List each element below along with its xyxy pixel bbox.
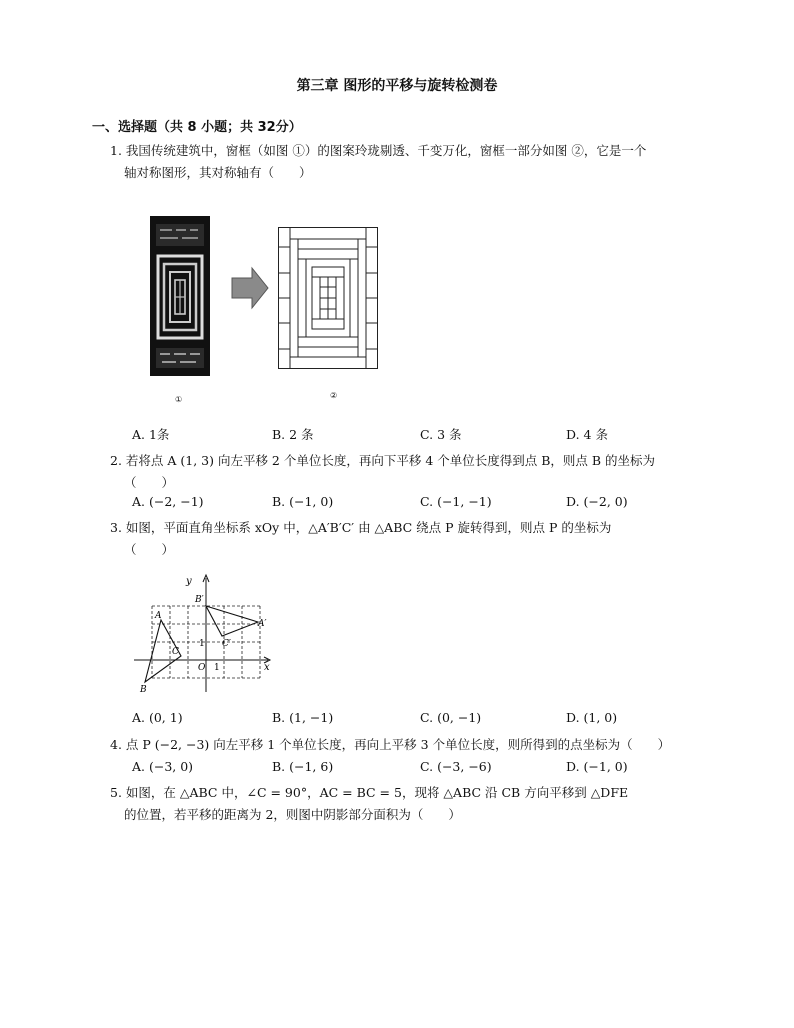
point-a-prime-label: A′ — [258, 619, 267, 629]
point-c-label: C — [172, 647, 179, 657]
figure-1-caption: ① — [175, 395, 183, 404]
point-a-label: A — [155, 611, 162, 621]
option-b[interactable]: B. (−1, 6) — [272, 759, 334, 774]
option-a[interactable]: A. (−2, −1) — [132, 494, 204, 509]
point-b-prime-label: B′ — [195, 595, 204, 605]
option-c[interactable]: C. (−3, −6) — [420, 759, 492, 774]
question-1-line-2: 轴对称图形，其对称轴有（ ） — [124, 165, 312, 180]
question-3-line-2: （ ） — [124, 542, 175, 557]
option-c[interactable]: C. (0, −1) — [420, 710, 482, 725]
option-a[interactable]: A. (−3, 0) — [132, 759, 194, 774]
point-c-prime-label: C′ — [222, 639, 231, 649]
page-title: 第三章 图形的平移与旋转检测卷 — [296, 78, 498, 94]
x-unit-label: 1 — [214, 663, 220, 673]
question-2 — [110, 450, 710, 494]
question-4 — [110, 734, 710, 756]
question-2-line-2: （ ） — [124, 475, 175, 490]
option-d[interactable]: D. (−2, 0) — [566, 494, 628, 509]
question-3 — [110, 517, 710, 561]
origin-label: O — [198, 663, 206, 673]
question-4-line-1: 4. 点 P (−2, −3) 向左平移 1 个单位长度，再向上平移 3 个单位长度，则所得到的点坐标为（ ） — [110, 737, 671, 752]
y-axis-label: y — [186, 576, 192, 587]
x-axis-label: x — [264, 662, 270, 673]
option-d[interactable]: D. (1, 0) — [566, 710, 618, 725]
coordinate-grid-figure — [130, 570, 280, 700]
question-2-line-1: 2. 若将点 A (1, 3) 向左平移 2 个单位长度，再向下平移 4 个单位长度得到点 B，则点 B 的坐标为 — [110, 453, 656, 468]
question-1 — [110, 140, 710, 184]
question-5-line-2: 的位置，若平移的距离为 2，则图中阴影部分面积为（ ） — [124, 807, 461, 822]
option-c[interactable]: C. (−1, −1) — [420, 494, 492, 509]
y-unit-label: 1 — [199, 639, 205, 649]
window-frame-photo — [150, 216, 210, 376]
option-b[interactable]: B. 2 条 — [272, 427, 314, 442]
question-1-line-1: 1. 我国传统建筑中，窗框（如图 ①）的图案玲珑剔透、千变万化，窗框一部分如图 ②，它是一个 — [110, 143, 647, 158]
option-a[interactable]: A. (0, 1) — [132, 710, 183, 725]
figure-2-caption: ② — [330, 391, 338, 400]
window-frame-diagram — [278, 227, 378, 369]
option-d[interactable]: D. 4 条 — [566, 427, 608, 442]
section-heading: 一、选择题（共 8 小题；共 32分） — [92, 120, 302, 135]
option-a[interactable]: A. 1条 — [132, 427, 170, 442]
option-c[interactable]: C. 3 条 — [420, 427, 462, 442]
option-d[interactable]: D. (−1, 0) — [566, 759, 628, 774]
question-5 — [110, 782, 710, 826]
question-5-line-1: 5. 如图，在 △ABC 中，∠C = 90°，AC = BC = 5，现将 △ABC 沿 CB 方向平移到 △DFE — [110, 785, 629, 800]
option-b[interactable]: B. (1, −1) — [272, 710, 334, 725]
point-b-label: B — [140, 685, 147, 695]
option-b[interactable]: B. (−1, 0) — [272, 494, 334, 509]
right-arrow-icon — [230, 266, 270, 310]
question-3-line-1: 3. 如图，平面直角坐标系 xOy 中，△A′B′C′ 由 △ABC 绕点 P 旋转得到，则点 P 的坐标为 — [110, 520, 612, 535]
